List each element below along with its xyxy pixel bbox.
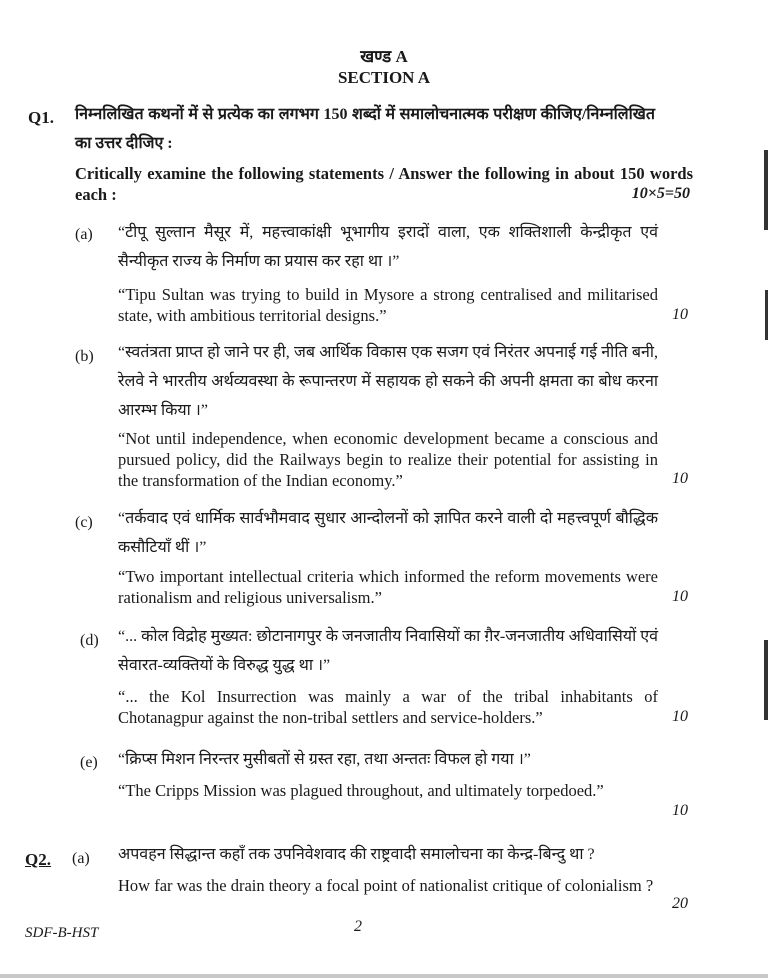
part-marks: 10: [672, 588, 688, 605]
section-heading-hindi: खण्ड A: [360, 47, 408, 66]
part-hindi-text: “टीपू सुल्तान मैसूर में, महत्त्वाकांक्षी भूभागीय इरादों वाला, एक शक्तिशाली केन्द्रीकृत एवं सैन्यीकृत राज्य के निर्माण का प्रयास कर रहा था ।”: [118, 224, 658, 270]
page-number: 2: [354, 918, 362, 935]
part-marks: 10: [672, 470, 688, 487]
q2-english-text: How far was the drain theory a focal point of nationalist critique of colonialism ?: [118, 876, 654, 895]
q1-instruction-english: Critically examine the following statements / Answer the following in about 150 words each :: [75, 164, 693, 204]
scan-edge-shadow: [764, 640, 768, 720]
part-english-text: “Two important intellectual criteria which informed the reform movements were rationalism and religious universalism.”: [118, 567, 658, 607]
part-hindi-text: “तर्कवाद एवं धार्मिक सार्वभौमवाद सुधार आन्दोलनों को ज्ञापित करने वाली दो महत्त्वपूर्ण बौद्धिक कसौटियाँ थीं ।”: [118, 510, 658, 556]
part-hindi-text: “स्वतंत्रता प्राप्त हो जाने पर ही, जब आर्थिक विकास एक सजग एवं निरंतर अपनाई गई नीति बनी, रेलवे ने भारतीय अर्थव्यवस्था के रूपान्तरण में सहायक हो सकने की अपनी क्षमता का बोध करना आरम्भ किया ।”: [118, 344, 658, 419]
question-number: Q2.: [25, 850, 51, 869]
page-bottom-border: [0, 974, 768, 978]
paper-code: SDF-B-HST: [25, 925, 99, 941]
q2-hindi-text: अपवहन सिद्धान्त कहाँ तक उपनिवेशवाद की राष्ट्रवादी समालोचना का केन्द्र-बिन्दु था ?: [118, 846, 595, 863]
question-number: Q1.: [28, 108, 54, 127]
q1-instruction-hindi: निम्नलिखित कथनों में से प्रत्येक का लगभग 150 शब्दों में समालोचनात्मक परीक्षण कीजिए/निम्नलिखित का उत्तर दीजिए :: [75, 106, 655, 152]
q1-total-marks: 10×5=50: [631, 185, 690, 202]
part-label: (c): [75, 514, 93, 531]
scan-edge-shadow: [764, 150, 768, 230]
part-label: (d): [80, 632, 99, 649]
part-hindi-text: “... कोल विद्रोह मुख्यत: छोटानागपुर के जनजातीय निवासियों का ग़ैर-जनजातीय अधिवासियों एवं सेवारत-व्यक्तियों के विरुद्ध युद्ध था ।”: [118, 628, 658, 674]
section-heading-english: SECTION A: [337, 68, 431, 87]
part-label: (e): [80, 754, 98, 771]
part-label: (a): [75, 226, 93, 243]
part-english-text: “... the Kol Insurrection was mainly a war of the tribal inhabitants of Chotanagpur against the non-tribal settlers and service-holders.”: [118, 687, 658, 727]
part-marks: 10: [672, 708, 688, 725]
part-hindi-text: “क्रिप्स मिशन निरन्तर मुसीबतों से ग्रस्त रहा, तथा अन्ततः विफल हो गया ।”: [118, 751, 531, 768]
part-label: (b): [75, 348, 94, 365]
part-marks: 10: [672, 306, 688, 323]
part-label: (a): [72, 850, 90, 867]
part-english-text: “The Cripps Mission was plagued throughout, and ultimately torpedoed.”: [118, 781, 604, 800]
part-english-text: “Not until independence, when economic development became a conscious and pursued policy, did the Railways begin to realize their potential for assisting in the transformation of the Indian economy.”: [118, 429, 658, 490]
part-english-text: “Tipu Sultan was trying to build in Mysore a strong centralised and militarised state, with ambitious territorial designs.”: [118, 285, 658, 325]
part-marks: 10: [672, 802, 688, 819]
q2-marks: 20: [672, 895, 688, 912]
